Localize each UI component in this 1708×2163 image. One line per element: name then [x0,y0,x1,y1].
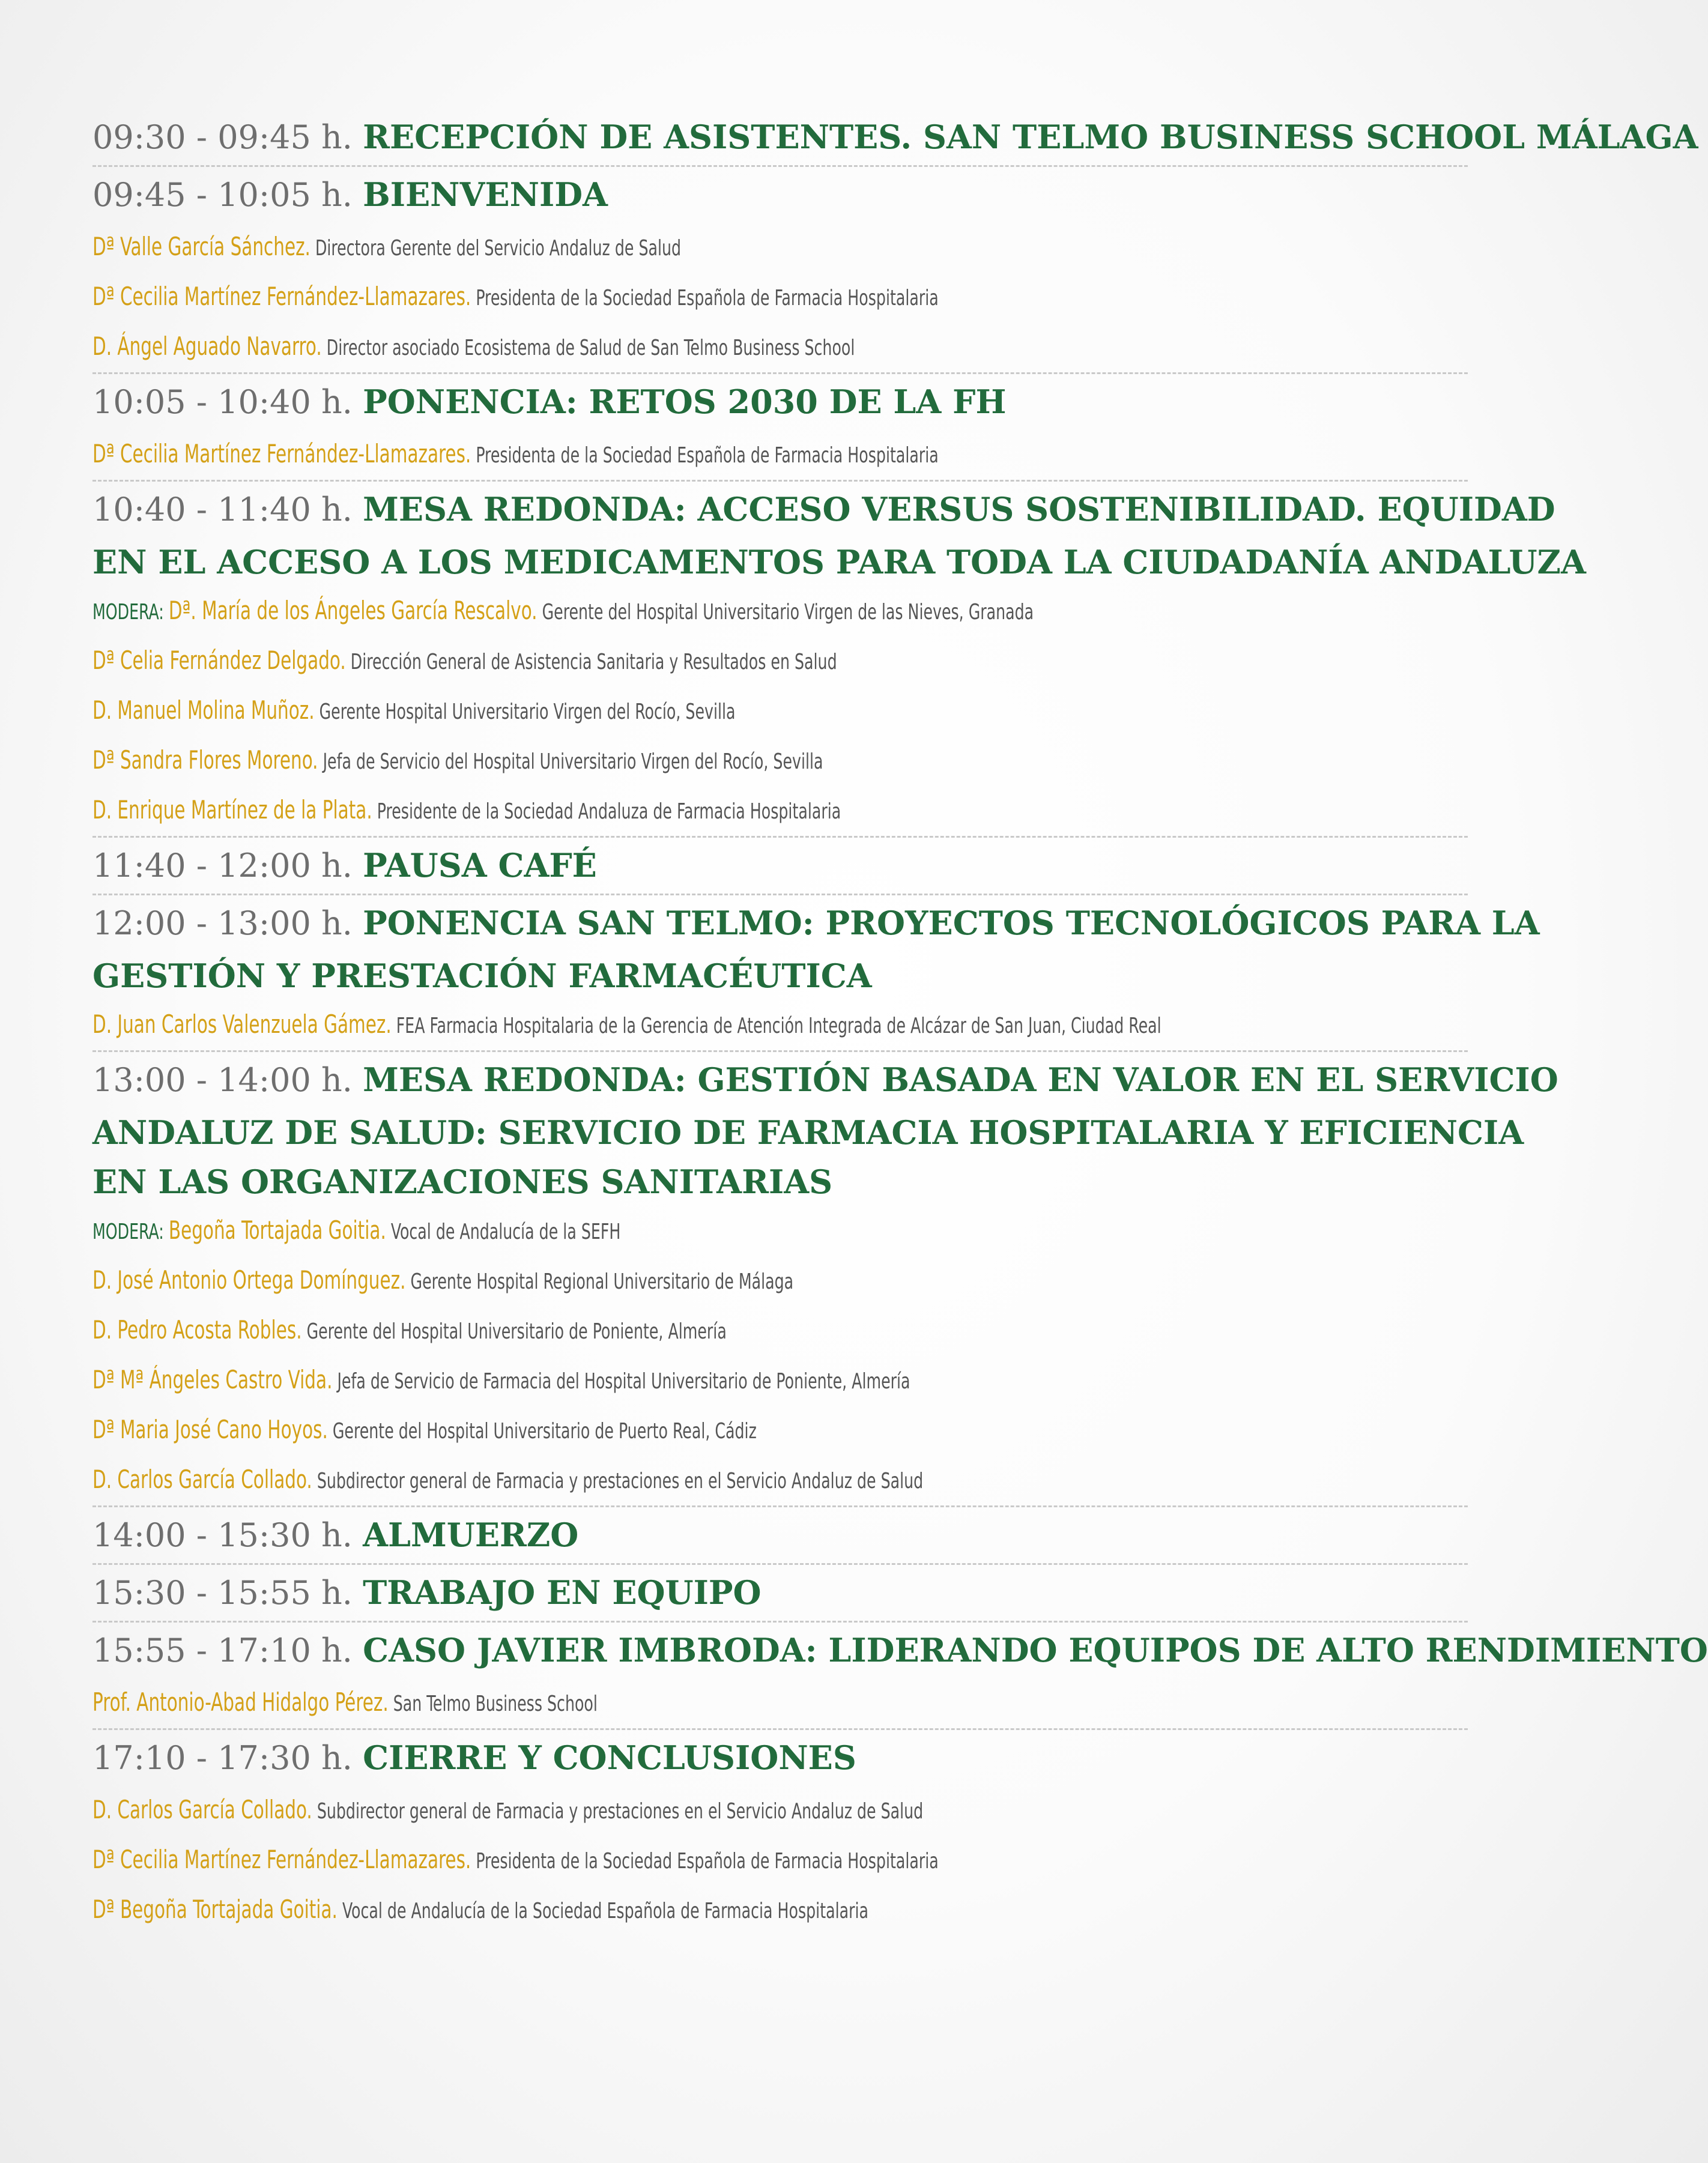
speaker [92,736,1165,786]
session-title: MESA REDONDA: GESTIÓN BASADA EN VALOR EN EL SERVICIO [363,1060,1558,1099]
speaker-role: Presidente de la Sociedad Andaluza de Farmacia Hospitalaria [377,799,841,824]
speaker-name: Dª Cecilia Martínez Fernández-Llamazares. [92,439,471,468]
speaker [92,1000,1165,1050]
session-heading [92,1623,1708,1678]
speaker-role: Presidenta de la Sociedad Española de Farmacia Hospitalaria [476,286,939,310]
speaker-role: FEA Farmacia Hospitalaria de la Gerencia de Atención Integrada de Alcázar de San Juan, Ciudad Real [396,1014,1161,1038]
session-heading [92,482,1555,537]
session-time: 11:40 - 12:00 h. [92,847,353,885]
speaker-name: Dª Maria José Cano Hoyos. [92,1415,328,1444]
speaker-role: Gerente Hospital Regional Universitario de Málaga [410,1269,794,1294]
session-heading [92,838,1468,894]
session-heading [92,1052,1558,1108]
speaker-name: D. Carlos García Collado. [92,1795,312,1824]
speaker [92,637,1165,686]
speaker [92,1256,1165,1306]
speaker-name: Begoña Tortajada Goitia. [168,1215,386,1245]
speaker-role: Jefa de Servicio de Farmacia del Hospital Universitario de Poniente, Almería [337,1369,910,1394]
speaker [92,322,1165,372]
speaker [92,786,1165,836]
session-title: PONENCIA SAN TELMO: PROYECTOS TECNOLÓGICOS PARA LA [363,904,1540,942]
speaker-name: Prof. Antonio-Abad Hidalgo Pérez. [92,1687,389,1717]
speaker-name: D. Juan Carlos Valenzuela Gámez. [92,1009,392,1039]
speaker [92,430,1165,480]
speaker-name: Dª Valle García Sánchez. [92,232,310,261]
session-title: PONENCIA: RETOS 2030 DE LA FH [363,383,1007,421]
speaker-role: Dirección General de Asistencia Sanitaria y Resultados en Salud [350,650,837,674]
session-time: 15:55 - 17:10 h. [92,1632,353,1669]
session [92,482,1586,836]
session-title-line: GESTIÓN Y PRESTACIÓN FARMACÉUTICA [92,957,872,995]
speaker-role: Gerente del Hospital Universitario de Puerto Real, Cádiz [332,1419,757,1444]
speaker-name: Dª Mª Ángeles Castro Vida. [92,1365,333,1394]
moderator-label: MODERA: [92,600,164,625]
speaker-role: Directora Gerente del Servicio Andaluz de Salud [315,236,682,261]
speaker [92,686,1165,736]
speaker-role: Jefa de Servicio del Hospital Universitario Virgen del Rocío, Sevilla [323,749,823,774]
speaker [92,1786,1165,1836]
session [92,1507,1468,1563]
session-heading [92,109,1698,165]
speaker [92,1836,1165,1886]
speaker-name: D. Ángel Aguado Navarro. [92,331,322,361]
speaker-name: Dª Cecilia Martínez Fernández-Llamazares. [92,1845,471,1874]
session-time: 09:30 - 09:45 h. [92,118,353,156]
speaker-role: Presidenta de la Sociedad Española de Farmacia Hospitalaria [476,443,939,468]
session [92,1565,1468,1621]
session-time: 15:30 - 15:55 h. [92,1574,353,1612]
speaker-role: Director asociado Ecosistema de Salud de San Telmo Business School [326,336,855,360]
speaker-role: Subdirector general de Farmacia y prestaciones en el Servicio Andaluz de Salud [316,1799,924,1824]
session-heading [92,895,1540,951]
speaker-name: Dª Begoña Tortajada Goitia. [92,1895,338,1924]
session-time: 10:40 - 11:40 h. [92,491,353,528]
session-title: TRABAJO EN EQUIPO [363,1573,762,1612]
speaker-role: Presidenta de la Sociedad Española de Farmacia Hospitalaria [476,1849,939,1874]
session-time: 17:10 - 17:30 h. [92,1739,353,1777]
speaker-role: Vocal de Andalucía de la Sociedad Española de Farmacia Hospitalaria [342,1899,868,1923]
session-title: CASO JAVIER IMBRODA: LIDERANDO EQUIPOS DE ALTO RENDIMIENTO [363,1631,1708,1669]
session-title: BIENVENIDA [363,175,608,214]
session-title: MESA REDONDA: ACCESO VERSUS SOSTENIBILIDAD. EQUIDAD [363,490,1555,528]
speaker-name: Dª Cecilia Martínez Fernández-Llamazares. [92,282,471,311]
speaker [92,1306,1165,1356]
session [92,167,1468,372]
speaker-name: D. Pedro Acosta Robles. [92,1315,302,1345]
speaker-name: D. Manuel Molina Muñoz. [92,695,315,725]
session-title-line: ANDALUZ DE SALUD: SERVICIO DE FARMACIA HOSPITALARIA Y EFICIENCIA [92,1113,1524,1152]
session-time: 13:00 - 14:00 h. [92,1061,353,1099]
session [92,109,1698,165]
moderator-label: MODERA: [92,1220,164,1244]
session-time: 12:00 - 13:00 h. [92,904,353,942]
speaker [92,273,1165,322]
speaker-role: Gerente del Hospital Universitario Virgen de las Nieves, Granada [542,600,1034,625]
session-title-line: EN LAS ORGANIZACIONES SANITARIAS [92,1163,833,1201]
session-time: 10:05 - 10:40 h. [92,383,353,421]
speaker [92,1886,1165,1935]
speaker-name: Dª Sandra Flores Moreno. [92,745,318,775]
speaker-role: Subdirector general de Farmacia y prestaciones en el Servicio Andaluz de Salud [316,1469,924,1493]
speaker [92,1206,1165,1256]
session [92,838,1468,894]
session-heading [92,1507,1468,1563]
session-title-line: EN EL ACCESO A LOS MEDICAMENTOS PARA TODA LA CIUDADANÍA ANDALUZA [92,543,1586,581]
session-title: ALMUERZO [363,1516,579,1554]
speaker-name: Dª. María de los Ángeles García Rescalvo. [168,596,538,625]
speaker [92,223,1165,273]
session-heading [92,1565,1468,1621]
session-title: RECEPCIÓN DE ASISTENTES. SAN TELMO BUSINESS SCHOOL MÁLAGA [363,118,1698,156]
session-time: 09:45 - 10:05 h. [92,176,353,214]
session-heading [92,374,1468,430]
session [92,1623,1708,1728]
session [92,1052,1558,1505]
speaker-name: Dª Celia Fernández Delgado. [92,646,346,675]
speaker-role: Gerente Hospital Universitario Virgen del Rocío, Sevilla [319,700,736,724]
speaker [92,1406,1165,1456]
speaker [92,1456,1165,1505]
speaker-role: San Telmo Business School [393,1692,598,1716]
agenda [92,109,1708,1935]
speaker-name: D. Enrique Martínez de la Plata. [92,795,372,824]
session-time: 14:00 - 15:30 h. [92,1516,353,1554]
speaker [92,1678,1165,1728]
speaker-name: D. Carlos García Collado. [92,1465,312,1494]
speaker-role: Vocal de Andalucía de la SEFH [390,1220,621,1244]
session-title: PAUSA CAFÉ [363,846,597,885]
speaker [92,587,1165,637]
session-title: CIERRE Y CONCLUSIONES [363,1738,856,1777]
speaker [92,1356,1165,1406]
session [92,1730,1468,1935]
speaker-name: D. José Antonio Ortega Domínguez. [92,1265,406,1295]
speaker-role: Gerente del Hospital Universitario de Poniente, Almería [306,1319,727,1344]
session [92,374,1468,480]
session-heading [92,167,1468,223]
session [92,895,1540,1050]
session-heading [92,1730,1468,1786]
